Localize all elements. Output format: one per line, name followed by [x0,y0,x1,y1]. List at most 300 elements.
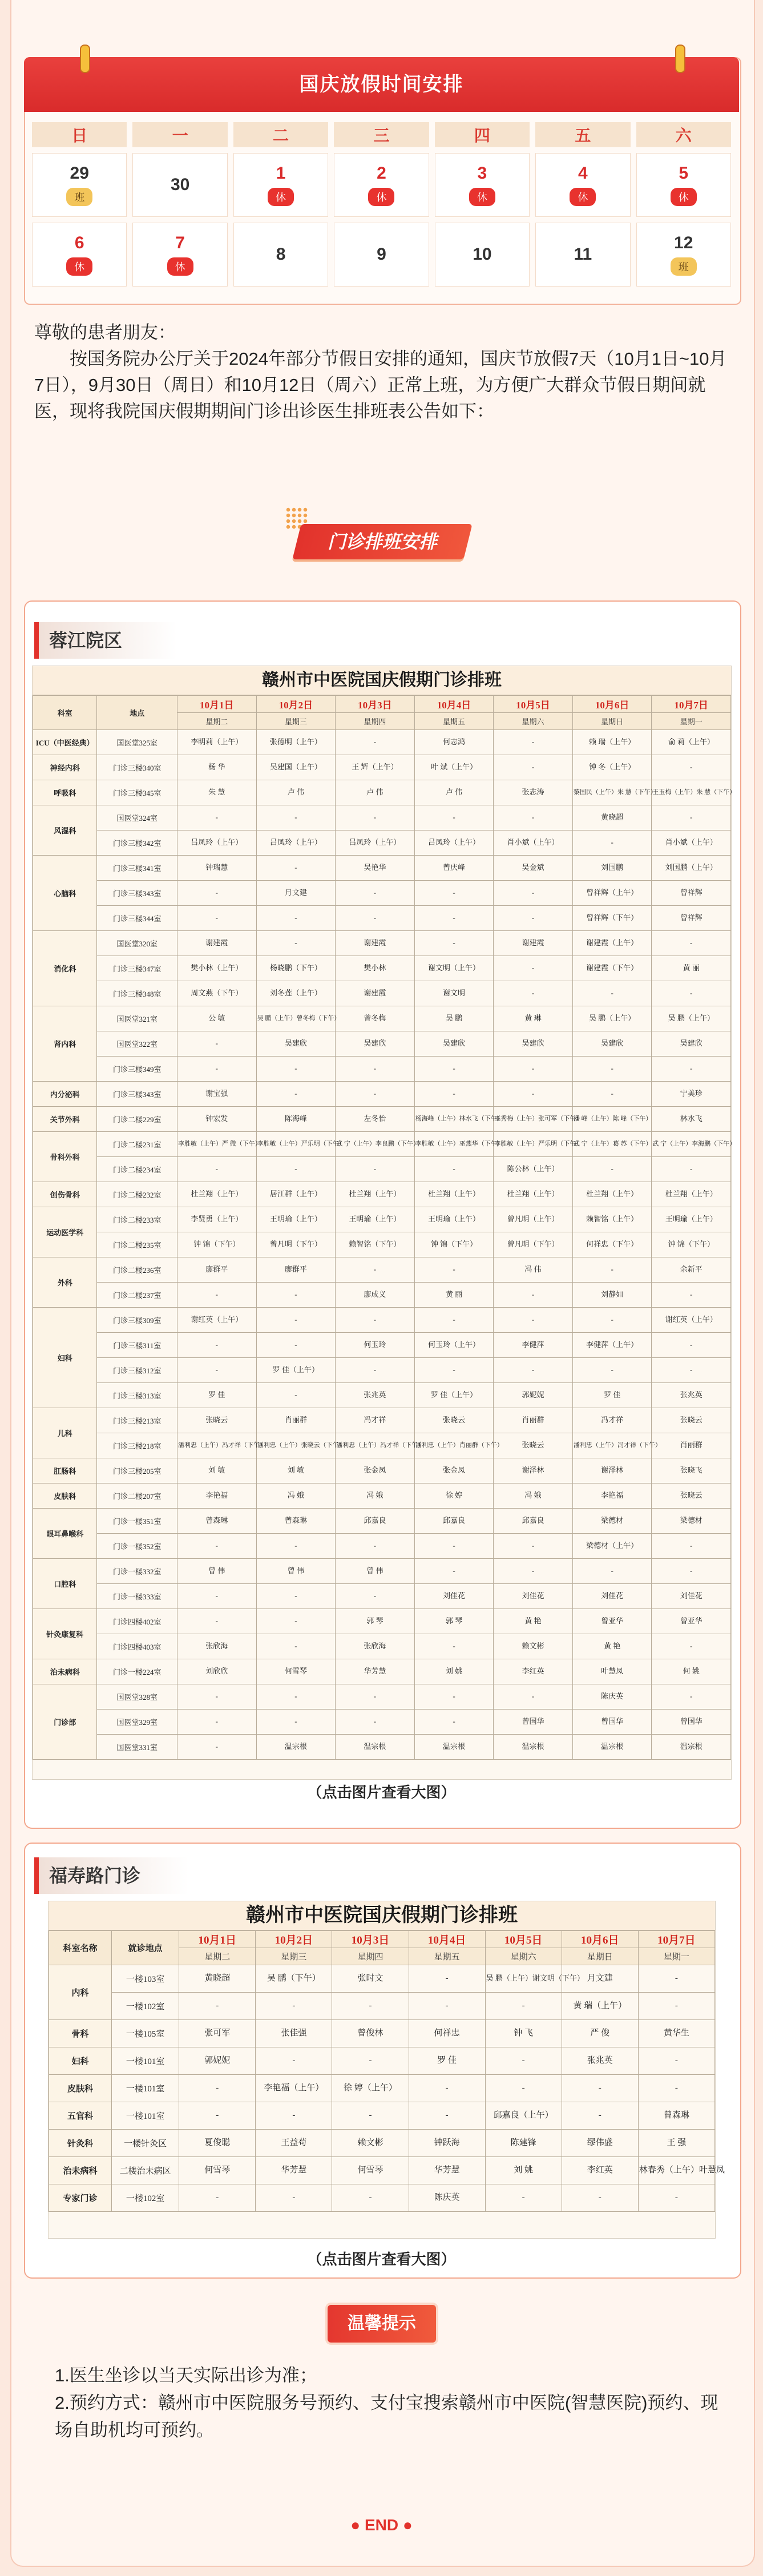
doctor-cell: 陈庆英 [572,1684,652,1710]
calendar-week-row [32,223,731,287]
table-row [33,1559,731,1584]
rest-badge: 休 [368,188,394,206]
doctor-cell: - [177,1358,257,1383]
doctor-cell: - [652,1534,731,1559]
table-row [33,1057,731,1082]
doctor-cell: 黄晓超 [572,805,652,831]
doctor-cell: 陈庆英 [409,2184,485,2212]
table-row [33,1232,731,1257]
doctor-cell: 钟瑞慧 [177,856,257,881]
doctor-cell: - [409,2075,485,2102]
doctor-cell: - [652,1333,731,1358]
room-cell: 国医堂329室 [97,1710,177,1735]
room-cell: 门诊二楼234室 [97,1157,177,1182]
calendar-day [132,223,227,287]
doctor-cell: 张晓飞 [652,1458,731,1483]
doctor-cell: 李胜敏（上午）巫燕华（下午） [414,1132,494,1157]
doctor-cell: 冯 伟 [494,1257,573,1283]
table-row [33,1483,731,1509]
table-row [33,1659,731,1684]
doctor-cell: 郭妮妮 [179,2047,256,2075]
doctor-cell: 李艳福 [572,1483,652,1509]
table-row [33,805,731,831]
header-weekday: 星期六 [494,713,573,730]
doctor-cell: - [177,906,257,931]
doctor-cell: 朱 慧 [177,780,257,805]
table-row [33,981,731,1006]
dept-cell: 呼吸科 [33,780,97,805]
doctor-cell: 王明瑜（上午） [414,1207,494,1232]
doctor-cell: 钟 锦（下午） [177,1232,257,1257]
doctor-cell: 谢建霞（下午） [572,956,652,981]
doctor-cell: 何雪琴 [256,1659,336,1684]
doctor-cell: 杨 华 [177,755,257,780]
room-cell: 门诊三楼218室 [97,1433,177,1458]
doctor-cell: 曾凡明（下午） [494,1232,573,1257]
day-number: 5 [679,164,689,183]
doctor-cell: 曾 伟 [177,1559,257,1584]
doctor-cell: - [494,755,573,780]
doctor-cell: 缪伟盛 [562,2130,638,2157]
table-row [33,1710,731,1735]
room-cell: 一楼103室 [112,1965,179,1993]
day-number: 29 [70,164,89,183]
doctor-cell: - [572,1358,652,1383]
calendar-day [535,153,630,217]
table-row [49,2047,715,2075]
doctor-cell: 李胜敏（上午）严 微（下午） [177,1132,257,1157]
doctor-cell: - [494,1534,573,1559]
doctor-cell: 张晓云 [652,1408,731,1433]
doctor-cell: 樊小林 [336,956,415,981]
doctor-cell: - [256,805,336,831]
doctor-cell: 何志鸿 [414,730,494,755]
dept-cell: 专家门诊 [49,2184,112,2212]
doctor-cell: 曾祥辉（下午） [572,906,652,931]
dept-cell: 针灸科 [49,2130,112,2157]
doctor-cell: 杨晓鹏（下午） [256,956,336,981]
doctor-cell: 曾 伟 [336,1559,415,1584]
fushoulu-schedule-image[interactable] [48,1901,725,2239]
doctor-cell: 徐 婷 [414,1483,494,1509]
dept-cell: 治未病科 [33,1659,97,1684]
doctor-cell: - [572,1257,652,1283]
doctor-cell: 吴建欣 [494,1031,573,1057]
doctor-cell: 冯 娥 [336,1483,415,1509]
doctor-cell: - [414,1308,494,1333]
calendar-ring-right [675,45,685,73]
doctor-cell: 刘国鹏（上午） [652,856,731,881]
doctor-cell: 谢建霞 [177,931,257,956]
doctor-cell: - [336,1157,415,1182]
calendar-day [233,153,328,217]
doctor-cell: 曾亚华 [572,1609,652,1634]
doctor-cell: 华芳慧 [409,2157,485,2184]
room-cell: 门诊三楼343室 [97,881,177,906]
doctor-cell: 温宗根 [256,1735,336,1760]
calendar-day [636,153,731,217]
doctor-cell: 曾庆峰 [414,856,494,881]
doctor-cell: - [256,1710,336,1735]
rongjiang-schedule-image[interactable] [32,666,736,1780]
doctor-cell: - [494,956,573,981]
weekday-cell: 三 [334,122,429,147]
rongjiang-doc-title: 赣州市中医院国庆假期门诊排班 [33,666,731,695]
end-label: END [364,2516,399,2534]
doctor-cell: 黄 琳 [494,1006,573,1031]
doctor-cell: - [485,1993,562,2020]
doctor-cell: - [494,1559,573,1584]
room-cell: 门诊一楼332室 [97,1559,177,1584]
room-cell: 门诊三楼345室 [97,780,177,805]
dept-cell: 运动医学科 [33,1207,97,1257]
doctor-cell: - [177,1057,257,1082]
doctor-cell: 刘 姚 [485,2157,562,2184]
dept-cell: 五官科 [49,2102,112,2130]
table-row [49,2075,715,2102]
doctor-cell: - [414,1157,494,1182]
doctor-cell: 罗 佳 [572,1383,652,1408]
doctor-cell: - [177,1710,257,1735]
header-date: 10月5日 [494,696,573,713]
doctor-cell: 曾祥辉 [652,881,731,906]
doctor-cell: 刘佳花 [494,1584,573,1609]
table-row [33,906,731,931]
rest-badge: 休 [268,188,294,206]
doctor-cell: 张兆英 [652,1383,731,1408]
doctor-cell: - [485,2075,562,2102]
calendar-day [636,223,731,287]
table-row [33,831,731,856]
doctor-cell: 王明瑜（上午） [336,1207,415,1232]
room-cell: 国医堂324室 [97,805,177,831]
doctor-cell: - [409,2102,485,2130]
doctor-cell: - [256,1634,336,1659]
room-cell: 门诊三楼344室 [97,906,177,931]
doctor-cell: 月文建 [256,881,336,906]
header-weekday: 星期日 [562,1948,638,1965]
doctor-cell: 刘冬莲（上午） [256,981,336,1006]
doctor-cell: - [336,906,415,931]
table-row [33,1684,731,1710]
doctor-cell: 王明瑜（上午） [256,1207,336,1232]
doctor-cell: 月文建 [562,1965,638,1993]
doctor-cell: 黄 艳 [494,1609,573,1634]
table-row [33,730,731,755]
doctor-cell: - [414,931,494,956]
table-row [33,881,731,906]
day-number: 7 [175,233,185,252]
dept-cell: 针灸康复科 [33,1609,97,1659]
room-cell: 门诊三楼347室 [97,956,177,981]
doctor-cell: 钟 锦（下午） [652,1232,731,1257]
doctor-cell: 温宗根 [414,1735,494,1760]
doctor-cell: 卢 伟 [414,780,494,805]
doctor-cell: 罗 佳 [409,2047,485,2075]
day-number: 10 [473,245,492,264]
doctor-cell: - [336,1257,415,1283]
doctor-cell: 李艳福（上午） [256,2075,332,2102]
doctor-cell: 何玉玲 [336,1333,415,1358]
announcement-body: 按国务院办公厅关于2024年部分节假日安排的通知，国庆节放假7天（10月1日~10月7日），9月30日（周日）和10月12日（周六）正常上班，为方便广大群众节假日期间就医，现将我院国庆假期期间门诊出诊医生排班表公告如下： [34,349,727,421]
doctor-cell: 罗 佳（上午） [256,1358,336,1383]
doctor-cell: 张晓云 [177,1408,257,1433]
section-title-banner [297,519,468,564]
doctor-cell: 温宗根 [336,1735,415,1760]
table-row [33,1207,731,1232]
header-weekday: 星期二 [177,713,257,730]
doctor-cell: - [652,755,731,780]
doctor-cell: - [562,2102,638,2130]
doctor-cell: - [256,2184,332,2212]
section-title: 门诊排班安排 [327,531,437,552]
doctor-cell: - [414,805,494,831]
doctor-cell: - [177,881,257,906]
table-row [33,1333,731,1358]
doctor-cell: - [336,1308,415,1333]
doctor-cell: 严 俊 [562,2020,638,2047]
doctor-cell: 卢 伟 [336,780,415,805]
header-date: 10月3日 [336,696,415,713]
doctor-cell: 邱嘉良（上午） [485,2102,562,2130]
table-row [33,856,731,881]
room-cell: 一楼针灸区 [112,2130,179,2157]
rest-badge: 休 [66,257,92,276]
tip-item: 2.预约方式：赣州市中医院服务号预约、支付宝搜索赣州市中医院(智慧医院)预约、现场自助机均可预约。 [55,2393,718,2440]
doctor-cell: 潘利忠（上午）冯才祥（下午） [572,1433,652,1458]
day-number: 2 [377,164,386,183]
doctor-cell: - [494,1057,573,1082]
doctor-cell: 张欣海 [177,1634,257,1659]
doctor-cell: 叶慧凤 [572,1659,652,1684]
doctor-cell: 罗 佳 [177,1383,257,1408]
table-row [33,1735,731,1760]
header-weekday: 星期三 [256,1948,332,1965]
doctor-cell: 赖文彬 [494,1634,573,1659]
dept-cell: 治未病科 [49,2157,112,2184]
weekday-cell: 六 [636,122,731,147]
doctor-cell: - [177,1609,257,1634]
doctor-cell: 刘 敏 [256,1458,336,1483]
doctor-cell: 廖群平 [256,1257,336,1283]
doctor-cell: - [177,805,257,831]
doctor-cell: 黄 丽 [414,1283,494,1308]
doctor-cell: - [652,1684,731,1710]
doctor-cell: - [332,2102,409,2130]
doctor-cell: 赖 瑞（上午） [572,730,652,755]
doctor-cell: 吕凤玲（上午） [336,831,415,856]
room-cell: 门诊三楼311室 [97,1333,177,1358]
doctor-cell: 吴建欣 [414,1031,494,1057]
weekday-cell: 日 [32,122,127,147]
room-cell: 门诊二楼237室 [97,1283,177,1308]
doctor-cell: 刘 敏 [177,1458,257,1483]
weekday-cell: 一 [132,122,227,147]
doctor-cell: - [256,856,336,881]
doctor-cell: 李红英 [562,2157,638,2184]
doctor-cell: 夏俊聪 [179,2130,256,2157]
doctor-cell: - [177,1157,257,1182]
room-cell: 门诊三楼213室 [97,1408,177,1433]
doctor-cell: - [652,931,731,956]
room-cell: 门诊二楼235室 [97,1232,177,1257]
doctor-cell: - [336,1534,415,1559]
doctor-cell: - [562,2184,638,2212]
doctor-cell: 潘 峰（上午）陈 峰（下午） [572,1107,652,1132]
room-cell: 门诊三楼205室 [97,1458,177,1483]
doctor-cell: 钟 冬（上午） [572,755,652,780]
workday-badge: 班 [671,257,697,276]
room-cell: 一楼105室 [112,2020,179,2047]
doctor-cell: 曾祥辉（上午） [572,881,652,906]
room-cell: 门诊三楼342室 [97,831,177,856]
doctor-cell: - [177,1031,257,1057]
doctor-cell: 李明莉（上午） [177,730,257,755]
table-row [33,1534,731,1559]
doctor-cell: - [562,2075,638,2102]
doctor-cell: - [256,1082,336,1107]
doctor-cell: 肖小斌（上午） [494,831,573,856]
doctor-cell: 华芳慧 [336,1659,415,1684]
table-row [49,1993,715,2020]
doctor-cell: 谢宝强 [177,1082,257,1107]
doctor-cell: 邱嘉良 [414,1509,494,1534]
dept-cell: 皮肤科 [49,2075,112,2102]
doctor-cell: 肖小斌（上午） [652,831,731,856]
tips-title: 温馨提示 [328,2305,436,2343]
room-cell: 门诊三楼312室 [97,1358,177,1383]
doctor-cell: - [638,2047,714,2075]
table-row [33,1458,731,1483]
doctor-cell: - [409,1993,485,2020]
doctor-cell: 陈海峰 [256,1107,336,1132]
doctor-cell: 王益苟 [256,2130,332,2157]
header-weekday: 星期三 [256,713,336,730]
doctor-cell: 张晓云 [494,1433,573,1458]
room-cell: 门诊四楼403室 [97,1634,177,1659]
header-weekday: 星期四 [332,1948,409,1965]
doctor-cell: - [652,1283,731,1308]
doctor-cell: 武 宁（上午）李海鹏（下午） [652,1132,731,1157]
doctor-cell: - [256,1609,336,1634]
dept-cell: 门诊部 [33,1684,97,1760]
doctor-cell: 李贤勇（上午） [177,1207,257,1232]
doctor-cell: - [414,1710,494,1735]
rongjiang-tag: 蓉江院区 [34,622,177,659]
doctor-cell: 曾 伟 [256,1559,336,1584]
table-row [33,1283,731,1308]
header-dept: 科室名称 [49,1931,112,1965]
doctor-cell: - [256,931,336,956]
doctor-cell: - [179,2075,256,2102]
day-number: 1 [276,164,286,183]
doctor-cell: 曾祥辉 [652,906,731,931]
doctor-cell: - [414,1358,494,1383]
doctor-cell: 左冬怡 [336,1107,415,1132]
doctor-cell: 肖丽群 [652,1433,731,1458]
doctor-cell: 曾森琳 [256,1509,336,1534]
doctor-cell: - [652,805,731,831]
doctor-cell: 陈公林（上午） [494,1157,573,1182]
doctor-cell: 赖文彬 [332,2130,409,2157]
doctor-cell: - [652,981,731,1006]
calendar-day [32,153,127,217]
doctor-cell: 李胜敏（上午）严乐明（下午） [494,1132,573,1157]
day-number: 12 [674,233,693,252]
doctor-cell: 梁德材 [572,1509,652,1534]
rest-badge: 休 [671,188,697,206]
doctor-cell: - [494,805,573,831]
calendar-week-row [32,153,731,217]
doctor-cell: 吴建欣 [572,1031,652,1057]
doctor-cell: 吕凤玲（上午） [414,831,494,856]
doctor-cell: 谢建霞 [336,981,415,1006]
doctor-cell: - [638,1965,714,1993]
fushoulu-tag: 福寿路门诊 [34,1857,188,1894]
dept-cell: 肛肠科 [33,1458,97,1483]
doctor-cell: - [414,1684,494,1710]
table-row [33,956,731,981]
workday-badge: 班 [66,188,92,206]
doctor-cell: - [256,1333,336,1358]
doctor-cell: 俞 莉（上午） [652,730,731,755]
doctor-cell: 李健萍 [494,1333,573,1358]
room-cell: 门诊四楼402室 [97,1609,177,1634]
doctor-cell: 武 宁（上午）葛 苏（下午） [572,1132,652,1157]
doctor-cell: 李健萍（上午） [572,1333,652,1358]
doctor-cell: 曾亚华 [652,1609,731,1634]
header-weekday: 星期日 [572,713,652,730]
tips-list [55,2362,728,2444]
doctor-cell: 何 姚 [652,1659,731,1684]
tip-item: 1.医生坐诊以当天实际出诊为准； [55,2365,317,2385]
rest-badge: 休 [167,257,193,276]
table-row [33,1082,731,1107]
doctor-cell: 黎国民（上午）朱 慧（下午） [572,780,652,805]
doctor-cell: 吴 鹏（上午） [572,1006,652,1031]
doctor-cell: 吴建欣 [256,1031,336,1057]
calendar-day [132,153,227,217]
doctor-cell: - [332,1993,409,2020]
doctor-cell: - [177,1735,257,1760]
doctor-cell: 何玉玲（上午） [414,1333,494,1358]
doctor-cell: - [332,2047,409,2075]
doctor-cell: - [494,1684,573,1710]
table-row [33,780,731,805]
doctor-cell: 何雪琴 [332,2157,409,2184]
doctor-cell: - [572,1082,652,1107]
dept-cell: 妇科 [33,1308,97,1408]
doctor-cell: 张晓云 [652,1483,731,1509]
doctor-cell: - [494,906,573,931]
day-number: 30 [170,175,190,194]
calendar-day [435,223,530,287]
header-location: 就诊地点 [112,1931,179,1965]
header-weekday: 星期一 [638,1948,714,1965]
doctor-cell: 吕凤玲（上午） [256,831,336,856]
rest-badge: 休 [570,188,596,206]
table-row [33,1433,731,1458]
header-date: 10月4日 [414,696,494,713]
table-row [33,755,731,780]
room-cell: 门诊一楼351室 [97,1509,177,1534]
doctor-cell: - [256,1584,336,1609]
table-row [33,1584,731,1609]
doctor-cell: - [179,2184,256,2212]
room-cell: 门诊二楼207室 [97,1483,177,1509]
doctor-cell: - [494,1358,573,1383]
doctor-cell: 叶 斌（上午） [414,755,494,780]
